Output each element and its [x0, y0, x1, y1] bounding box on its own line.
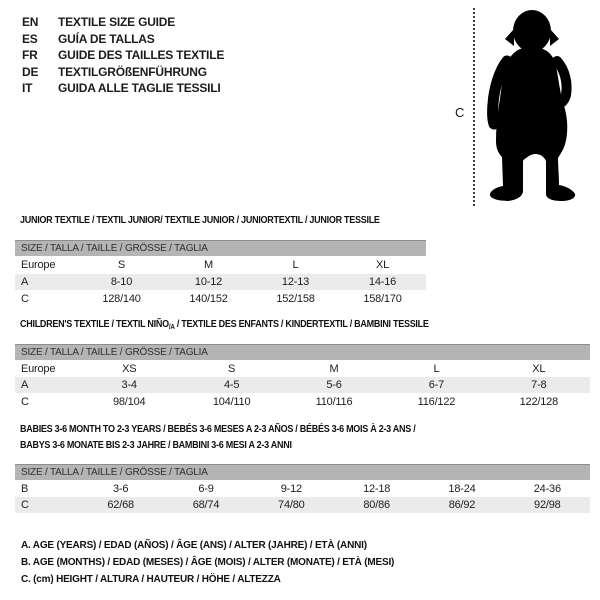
language-code: EN — [22, 15, 39, 29]
size-cell: S — [117, 259, 126, 271]
height-cell: 110/116 — [315, 395, 353, 408]
row-label: A — [21, 276, 29, 288]
guide-title: TEXTILE SIZE GUIDE — [58, 15, 176, 29]
age-cell: 12-18 — [363, 482, 391, 495]
size-cell: M — [329, 362, 339, 375]
silhouette-ear-left — [505, 29, 514, 46]
age-cell: 24-36 — [533, 482, 561, 495]
height-cell: 92/98 — [534, 499, 561, 511]
size-cell: XL — [375, 259, 390, 271]
children-size-table — [15, 344, 590, 410]
junior-table-title: JUNIOR TEXTILE / TEXTIL JUNIOR/ TEXTILE JUNIOR / JUNIORTEXTIL / JUNIOR TESSILE — [20, 215, 380, 226]
language-row-es — [22, 31, 224, 48]
height-cell: 140/152 — [189, 292, 228, 305]
age-cell: 10-12 — [194, 276, 223, 288]
guide-title: GUIDA ALLE TAGLIE TESSILI — [58, 81, 221, 96]
junior-size-table — [15, 240, 426, 307]
table-row-age — [15, 274, 426, 290]
footnote-block — [21, 537, 394, 589]
size-cell: L — [292, 259, 299, 271]
row-label: Europe — [21, 259, 56, 271]
footnote-age-years: A. AGE (YEARS) / EDAD (AÑOS) / ÂGE (ANS) / ALTER (JAHRE) / ETÀ (ANNI) — [21, 540, 367, 551]
language-row-it — [22, 80, 224, 97]
table-row-europe — [15, 360, 590, 377]
age-cell: 12-13 — [281, 276, 310, 288]
size-cell: S — [228, 362, 236, 375]
height-measure-line — [473, 8, 475, 206]
height-cell: 116/122 — [417, 395, 456, 408]
size-cell: XS — [122, 362, 137, 375]
height-cell: 158/170 — [363, 292, 402, 305]
age-cell: 5-6 — [326, 379, 342, 391]
height-cell: 128/140 — [102, 292, 141, 305]
language-row-fr — [22, 47, 224, 64]
table-row-height — [15, 497, 590, 513]
size-header-band: SIZE / TALLA / TAILLE / GRÖSSE / TAGLIA — [15, 240, 426, 256]
language-code: IT — [22, 81, 33, 96]
children-title-subscript: /A — [168, 324, 175, 331]
language-title-block — [22, 14, 224, 97]
silhouette-ear-right — [550, 29, 559, 46]
silhouette-head — [513, 10, 551, 52]
guide-title: GUIDE DES TAILLES TEXTILE — [58, 48, 225, 63]
age-cell: 6-7 — [428, 379, 445, 391]
height-cell: 122/128 — [519, 395, 559, 408]
guide-title: GUÍA DE TALLAS — [58, 31, 155, 46]
language-row-en — [22, 14, 224, 31]
footnote-height-cm: C. (cm) HEIGHT / ALTURA / HAUTEUR / HÖHE / ALTEZZA — [21, 574, 281, 586]
language-code: ES — [22, 31, 38, 46]
children-title-post: / TEXTILE DES ENFANTS / KINDERTEXTIL / BAMBINI TESSILE — [174, 319, 429, 330]
table-row-age — [15, 377, 590, 393]
age-cell: 9-12 — [280, 482, 302, 495]
height-marker-label: C — [455, 105, 465, 120]
age-cell: 8-10 — [110, 276, 133, 288]
children-table-title — [20, 319, 429, 331]
size-cell: L — [433, 362, 440, 375]
size-cell: M — [204, 259, 213, 271]
children-title-pre: CHILDREN'S TEXTILE / TEXTIL NIÑO — [20, 319, 169, 330]
age-cell: 7-8 — [531, 379, 547, 391]
size-header-band: SIZE / TALLA / TAILLE / GRÖSSE / TAGLIA — [15, 464, 590, 480]
row-label: A — [21, 379, 29, 391]
age-cell: 18-24 — [448, 482, 476, 495]
size-cell: XL — [532, 362, 546, 375]
row-label: B — [21, 482, 29, 495]
toddler-silhouette-image — [483, 5, 587, 205]
age-cell: 3-4 — [121, 379, 137, 391]
size-header-band: SIZE / TALLA / TAILLE / GRÖSSE / TAGLIA — [15, 344, 590, 360]
height-cell: 74/80 — [278, 499, 305, 511]
height-cell: 62/68 — [107, 499, 134, 511]
height-cell: 86/92 — [448, 499, 476, 511]
height-cell: 104/110 — [212, 395, 251, 408]
language-row-de — [22, 64, 224, 81]
guide-title: TEXTILGRÖßENFÜHRUNG — [58, 64, 207, 79]
row-label: C — [21, 292, 29, 305]
height-cell: 152/158 — [276, 292, 315, 305]
age-cell: 3-6 — [113, 482, 129, 495]
age-cell: 6-9 — [198, 482, 214, 495]
table-row-europe — [15, 256, 426, 274]
table-row-height — [15, 290, 426, 307]
footnote-age-months: B. AGE (MONTHS) / EDAD (MESES) / ÂGE (MOIS) / ALTER (MONATE) / ETÀ (MESI) — [21, 557, 395, 569]
age-cell: 4-5 — [223, 379, 240, 391]
table-row-age-months — [15, 480, 590, 497]
height-cell: 98/104 — [112, 395, 146, 408]
row-label: C — [21, 395, 29, 408]
row-label: Europe — [21, 362, 56, 375]
babies-size-table — [15, 464, 590, 513]
babies-table-title-line2: BABYS 3-6 MONATE BIS 2-3 JAHRE / BAMBINI 3-6 MESI A 2-3 ANNI — [20, 440, 292, 451]
table-row-height — [15, 393, 590, 410]
height-cell: 68/74 — [192, 499, 220, 511]
age-cell: 14-16 — [368, 276, 397, 288]
row-label: C — [21, 499, 29, 511]
language-code: FR — [22, 48, 38, 63]
language-code: DE — [22, 64, 39, 79]
height-cell: 80/86 — [363, 499, 390, 511]
babies-table-title-line1: BABIES 3-6 MONTH TO 2-3 YEARS / BEBÉS 3-6 MESES A 2-3 AÑOS / BÉBÉS 3-6 MOIS À 2-3 ANS / — [20, 424, 416, 435]
